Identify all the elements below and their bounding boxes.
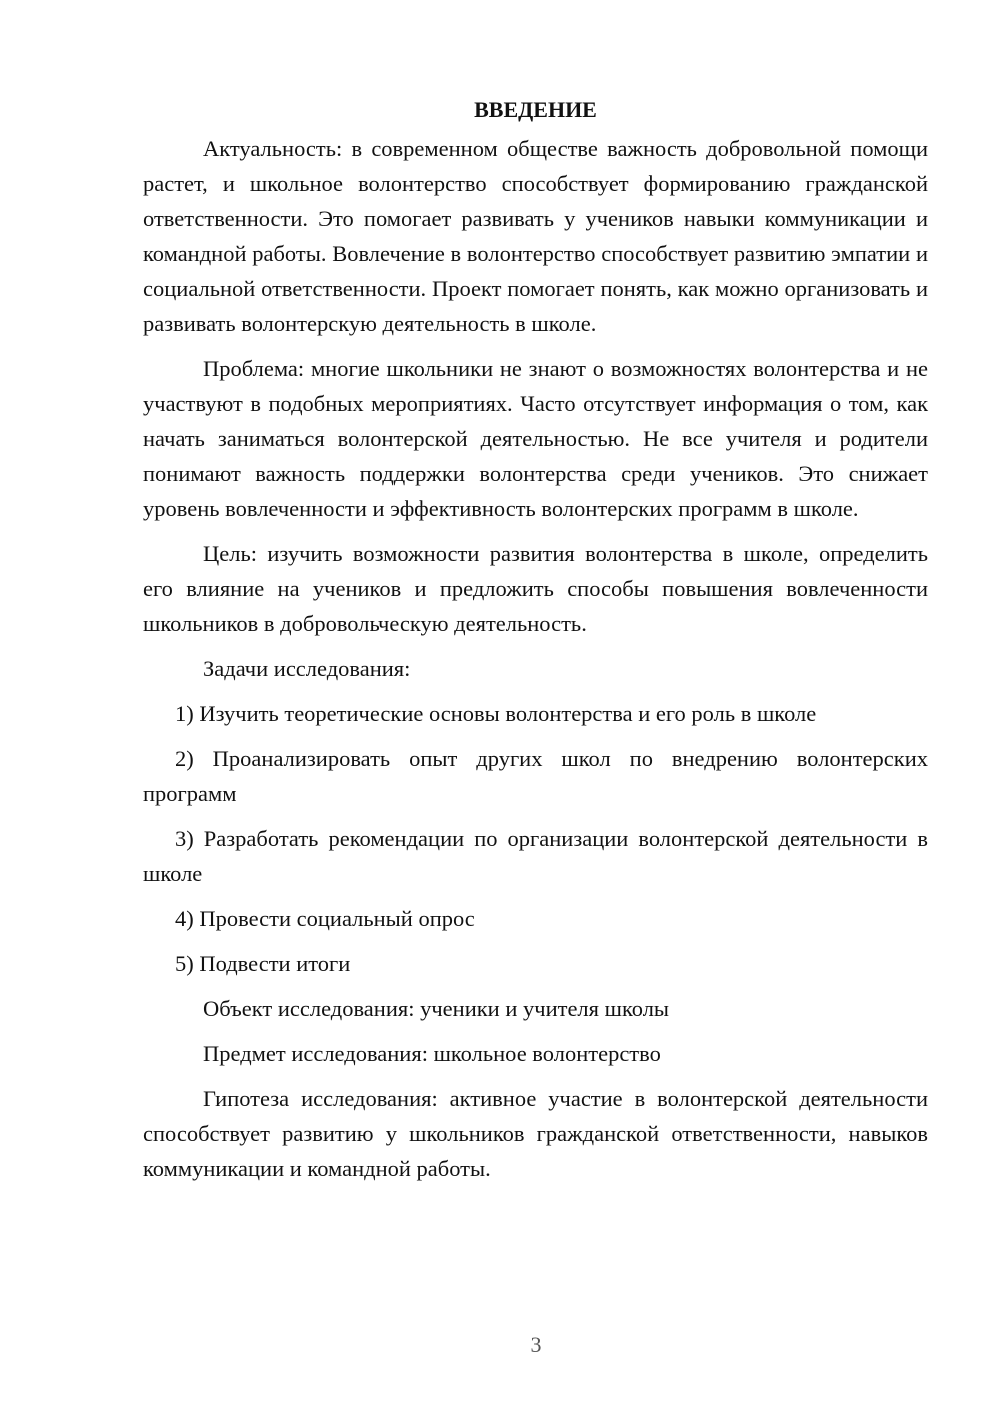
paragraph-problem: Проблема: многие школьники не знают о возможностях волонтерства и не участвуют в подобных мероприятиях. Часто отсутствует информация о том, как начать заниматься волонтерской деятельностью. Не все учителя и родители понимают важность поддержки волонтерства среди учеников. Это снижает уровень вовлеченности и эффективность волонтерских программ в школе. xyxy=(143,356,928,521)
task-item-3: 3) Разработать рекомендации по организации волонтерской деятельности в школе xyxy=(143,826,928,886)
task-item-5: 5) Подвести итоги xyxy=(175,951,351,976)
page-content xyxy=(143,92,928,1196)
task-item-4: 4) Провести социальный опрос xyxy=(175,906,475,931)
paragraph-relevance: Актуальность: в современном обществе важность добровольной помощи растет, и школьное волонтерство способствует формированию гражданской ответственности. Это помогает развивать у учеников навыки коммуникации и командной работы. Вовлечение в волонтерство способствует развитию эмпатии и социальной ответственности. Проект помогает понять, как можно организовать и развивать волонтерскую деятельность в школе. xyxy=(143,136,928,336)
tasks-heading: Задачи исследования: xyxy=(203,656,411,681)
task-item-1: 1) Изучить теоретические основы волонтерства и его роль в школе xyxy=(175,701,817,726)
page-title: ВВЕДЕНИЕ xyxy=(474,97,597,122)
paragraph-object: Объект исследования: ученики и учителя школы xyxy=(203,996,670,1021)
page-number: 3 xyxy=(530,1332,542,1357)
paragraph-hypothesis: Гипотеза исследования: активное участие в волонтерской деятельности способствует развитию у школьников гражданской ответственности, навыков коммуникации и командной работы. xyxy=(143,1086,928,1181)
task-item-2: 2) Проанализировать опыт других школ по внедрению волонтерских программ xyxy=(143,746,928,806)
paragraph-goal: Цель: изучить возможности развития волонтерства в школе, определить его влияние на учеников и предложить способы повышения вовлеченности школьников в добровольческую деятельность. xyxy=(143,541,928,636)
paragraph-subject: Предмет исследования: школьное волонтерство xyxy=(203,1041,661,1066)
